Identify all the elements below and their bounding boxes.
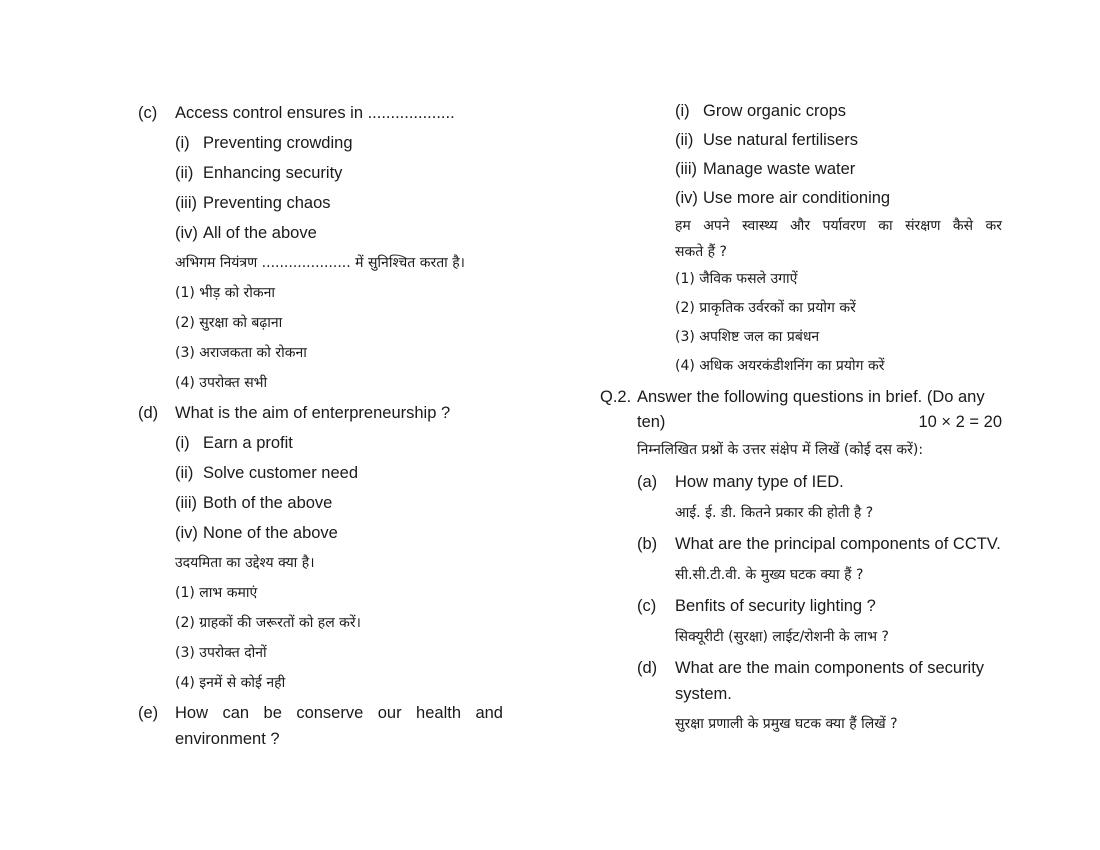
part-label: (b): [637, 535, 658, 553]
question-text: Access control ensures in ...................: [175, 104, 455, 122]
part-question: Benfits of security lighting ?: [675, 597, 876, 615]
part-question-line1: What are the main components of security: [675, 659, 985, 677]
question-label: Q.2.: [600, 388, 632, 406]
option: (iii) Both of the above: [175, 494, 333, 512]
part-question: How many type of IED.: [675, 473, 844, 491]
q2-instruction-line2-row: [600, 411, 1002, 433]
left-column: [138, 98, 503, 750]
question-e-hindi-line2: सकते हैं ?: [675, 244, 727, 260]
q2-part-c: [600, 591, 1002, 621]
question-label: (c): [138, 104, 158, 122]
question-text-line1: How can be conserve our health and: [175, 704, 503, 722]
option-hindi: (2) प्राकृतिक उर्वरकों का प्रयोग करें: [675, 300, 856, 316]
option-hindi: (4) उपरोक्त सभी: [175, 375, 268, 391]
question-c: [138, 98, 503, 398]
option: (iii) Preventing chaos: [175, 194, 331, 212]
q2-part-a-hindi: आई. ई. डी. कितने प्रकार की होती है ?: [675, 505, 874, 521]
question-c-english: [138, 98, 503, 128]
q2-part-d: [600, 653, 1002, 683]
question-2: [600, 383, 1002, 743]
option-hindi: (2) सुरक्षा को बढ़ाना: [175, 315, 283, 331]
option: (ii) Enhancing security: [175, 164, 343, 182]
option-hindi: (3) अपशिष्ट जल का प्रबंधन: [675, 329, 820, 345]
question-label: (d): [138, 404, 159, 422]
option: (i) Grow organic crops: [675, 102, 847, 120]
q2-part-a: [600, 467, 1002, 497]
option: (i) Preventing crowding: [175, 134, 353, 152]
right-column: [600, 97, 1002, 743]
option: (ii) Solve customer need: [175, 464, 359, 482]
question-d: [138, 398, 503, 698]
part-label: (a): [637, 473, 658, 491]
option: (iii) Manage waste water: [675, 160, 856, 178]
q2-instruction-hindi: निम्नलिखित प्रश्नों के उत्तर संक्षेप में लिखें (कोई दस करें):: [637, 442, 924, 458]
q2-instruction-line1: Answer the following questions in brief. (Do any: [637, 388, 985, 406]
option: (ii) Use natural fertilisers: [675, 131, 858, 149]
question-label: (e): [138, 704, 159, 722]
q2-part-c-hindi: सिक्यूरीटी (सुरक्षा) लाईट/रोशनी के लाभ ?: [675, 629, 889, 645]
option-hindi: (1) लाभ कमाएं: [175, 585, 258, 601]
q2-instruction: [600, 383, 1002, 411]
question-e-english: [138, 698, 503, 728]
option: (iv) All of the above: [175, 224, 317, 242]
question-d-hindi: उदयमिता का उद्देश्य क्या है।: [175, 555, 315, 571]
option-hindi: (2) ग्राहकों की जरूरतों को हल करें।: [175, 615, 361, 631]
option: (iv) None of the above: [175, 524, 338, 542]
part-question: What are the principal components of CCTV.: [675, 535, 1001, 553]
q2-part-b-hindi: सी.सी.टी.वी. के मुख्य घटक क्या हैं ?: [675, 567, 864, 583]
option-hindi: (4) इनमें से कोई नही: [175, 675, 286, 691]
part-label: (c): [637, 597, 657, 615]
question-e: [138, 698, 503, 750]
option: (iv) Use more air conditioning: [675, 189, 891, 207]
question-c-hindi: अभिगम नियंत्रण .................... में सुनिश्चित करता है।: [175, 255, 465, 271]
option-hindi: (1) जैविक फसले उगाऐं: [675, 271, 798, 287]
question-e-continued: [600, 97, 1002, 381]
question-e-hindi-line1: हम अपने स्वास्थ्य और पर्यावरण का संरक्षण कैसे कर: [675, 218, 1002, 234]
option-hindi: (4) अधिक अयरकंडीशनिंग का प्रयोग करें: [675, 358, 885, 374]
part-label: (d): [637, 659, 658, 677]
option: (i) Earn a profit: [175, 434, 293, 452]
q2-instruction-line2: ten): [637, 413, 666, 431]
question-text: What is the aim of enterpreneurship ?: [175, 404, 451, 422]
option-hindi: (3) उपरोक्त दोनों: [175, 645, 267, 661]
q2-marks: 10 × 2 = 20: [918, 413, 1002, 431]
q2-part-d-hindi: सुरक्षा प्रणाली के प्रमुख घटक क्या हैं लिखें ?: [675, 716, 898, 732]
question-text-line2: environment ?: [175, 730, 280, 748]
option-hindi: (1) भीड़ को रोकना: [175, 285, 276, 301]
option-hindi: (3) अराजकता को रोकना: [175, 345, 307, 361]
q2-part-b: [600, 529, 1002, 559]
part-question-line2: system.: [675, 685, 732, 703]
question-d-english: [138, 398, 503, 428]
